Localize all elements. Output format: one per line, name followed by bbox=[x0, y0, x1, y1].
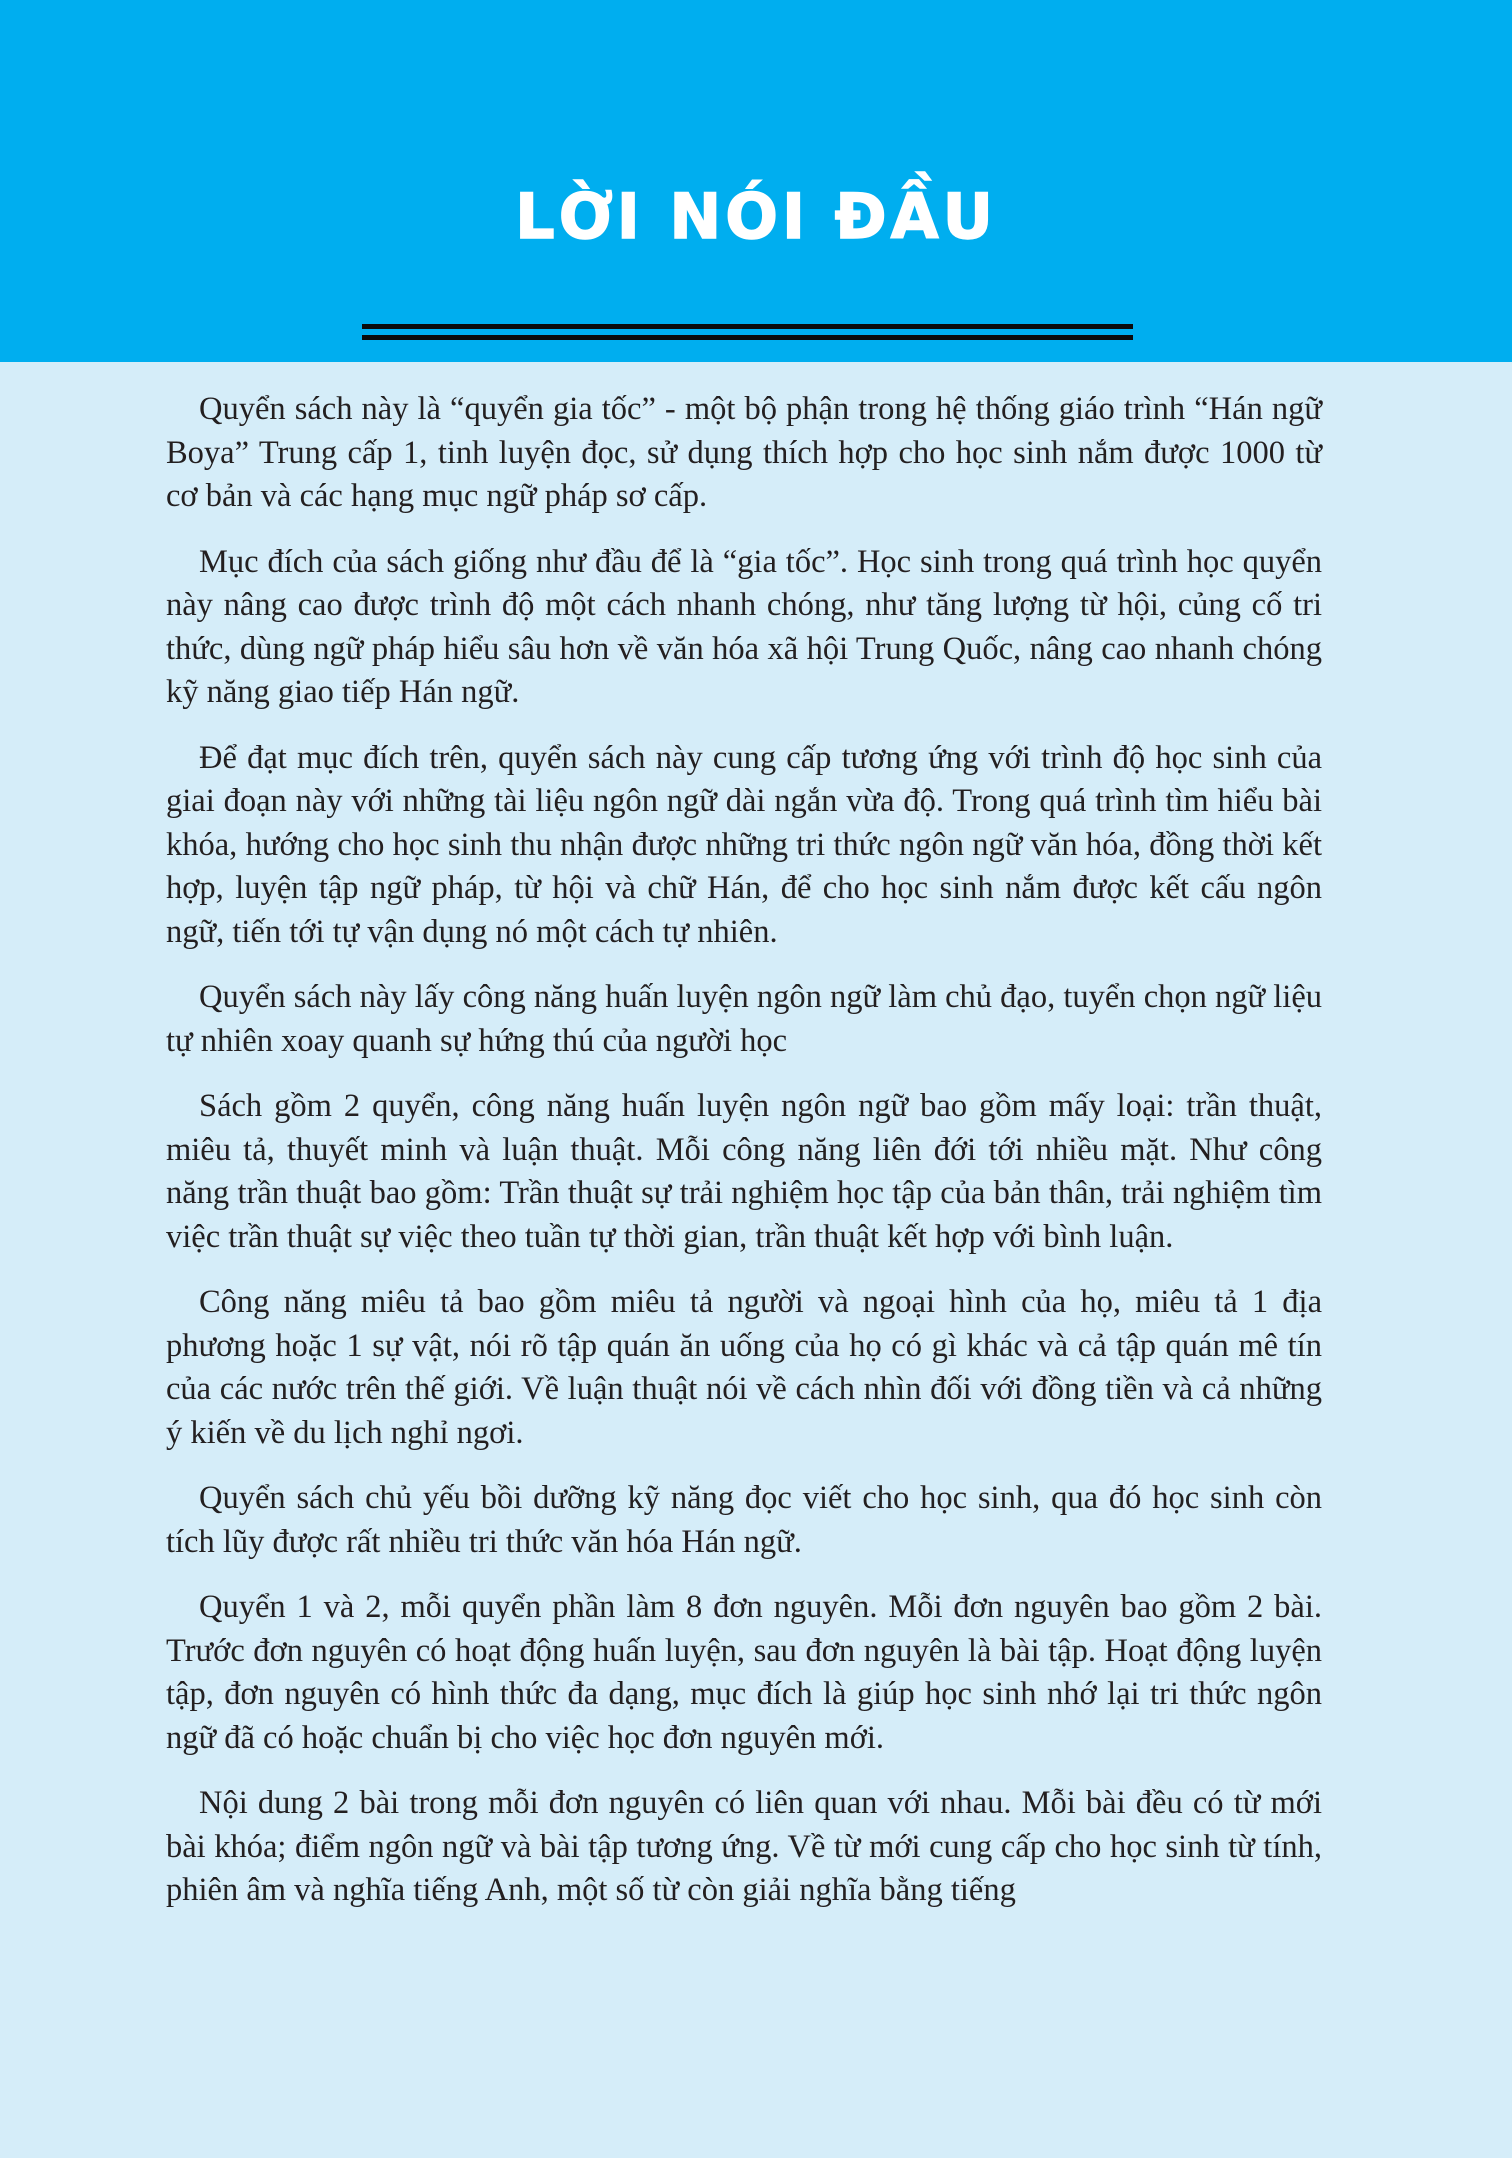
paragraph-4: Quyển sách này lấy công năng huấn luyện ngôn ngữ làm chủ đạo, tuyển chọn ngữ liệu tự nhiên xoay quanh sự hứng thú của người học bbox=[166, 979, 1322, 1059]
paragraph-9: Nội dung 2 bài trong mỗi đơn nguyên có liên quan với nhau. Mỗi bài đều có từ mới bài khóa; điểm ngôn ngữ và bài tập tương ứng. Về từ mới cung cấp cho học sinh từ tính, phiên âm và nghĩa tiếng Anh, một số từ còn giải nghĩa bằng tiếng bbox=[166, 1785, 1322, 1908]
paragraph-7: Quyển sách chủ yếu bồi dưỡng kỹ năng đọc viết cho học sinh, qua đó học sinh còn tích lũy được rất nhiều tri thức văn hóa Hán ngữ. bbox=[166, 1480, 1322, 1560]
header-banner bbox=[0, 0, 1512, 362]
paragraph-3: Để đạt mục đích trên, quyển sách này cung cấp tương ứng với trình độ học sinh của giai đoạn này với những tài liệu ngôn ngữ dài ngắn vừa độ. Trong quá trình tìm hiểu bài khóa, hướng cho học sinh thu nhận được những tri thức ngôn ngữ văn hóa, đồng thời kết hợp, luyện tập ngữ pháp, từ hội và chữ Hán, để cho học sinh nắm được kết cấu ngôn ngữ, tiến tới tự vận dụng nó một cách tự nhiên. bbox=[166, 739, 1322, 950]
body-text bbox=[166, 388, 1322, 1935]
paragraph-2: Mục đích của sách giống như đầu để là “gia tốc”. Học sinh trong quá trình học quyển này nâng cao được trình độ một cách nhanh chóng, như tăng lượng từ hội, củng cố tri thức, dùng ngữ pháp hiểu sâu hơn về văn hóa xã hội Trung Quốc, nâng cao nhanh chóng kỹ năng giao tiếp Hán ngữ. bbox=[166, 543, 1322, 710]
page-title: LỜI NÓI ĐẦU bbox=[515, 180, 997, 253]
paragraph-8: Quyển 1 và 2, mỗi quyển phần làm 8 đơn nguyên. Mỗi đơn nguyên bao gồm 2 bài. Trước đơn nguyên có hoạt động huấn luyện, sau đơn nguyên là bài tập. Hoạt động luyện tập, đơn nguyên có hình thức đa dạng, mục đích là giúp học sinh nhớ lại tri thức ngôn ngữ đã có hoặc chuẩn bị cho việc học đơn nguyên mới. bbox=[166, 1589, 1322, 1756]
paragraph-1: Quyển sách này là “quyển gia tốc” - một bộ phận trong hệ thống giáo trình “Hán ngữ Boya” Trung cấp 1, tinh luyện đọc, sử dụng thích hợp cho học sinh nắm được 1000 từ cơ bản và các hạng mục ngữ pháp sơ cấp. bbox=[166, 391, 1322, 514]
paragraph-6: Công năng miêu tả bao gồm miêu tả người và ngoại hình của họ, miêu tả 1 địa phương hoặc 1 sự vật, nói rõ tập quán ăn uống của họ có gì khác và cả tập quán mê tín của các nước trên thế giới. Về luận thuật nói về cách nhìn đối với đồng tiền và cả những ý kiến về du lịch nghỉ ngơi. bbox=[166, 1284, 1322, 1451]
paragraph-5: Sách gồm 2 quyển, công năng huấn luyện ngôn ngữ bao gồm mấy loại: trần thuật, miêu tả, thuyết minh và luận thuật. Mỗi công năng liên đới tới nhiều mặt. Như công năng trần thuật bao gồm: Trần thuật sự trải nghiệm học tập của bản thân, trải nghiệm tìm việc trần thuật sự việc theo tuần tự thời gian, trần thuật kết hợp với bình luận. bbox=[166, 1088, 1322, 1255]
title-rule-top bbox=[362, 324, 1133, 329]
title-rule-bottom bbox=[362, 335, 1133, 340]
